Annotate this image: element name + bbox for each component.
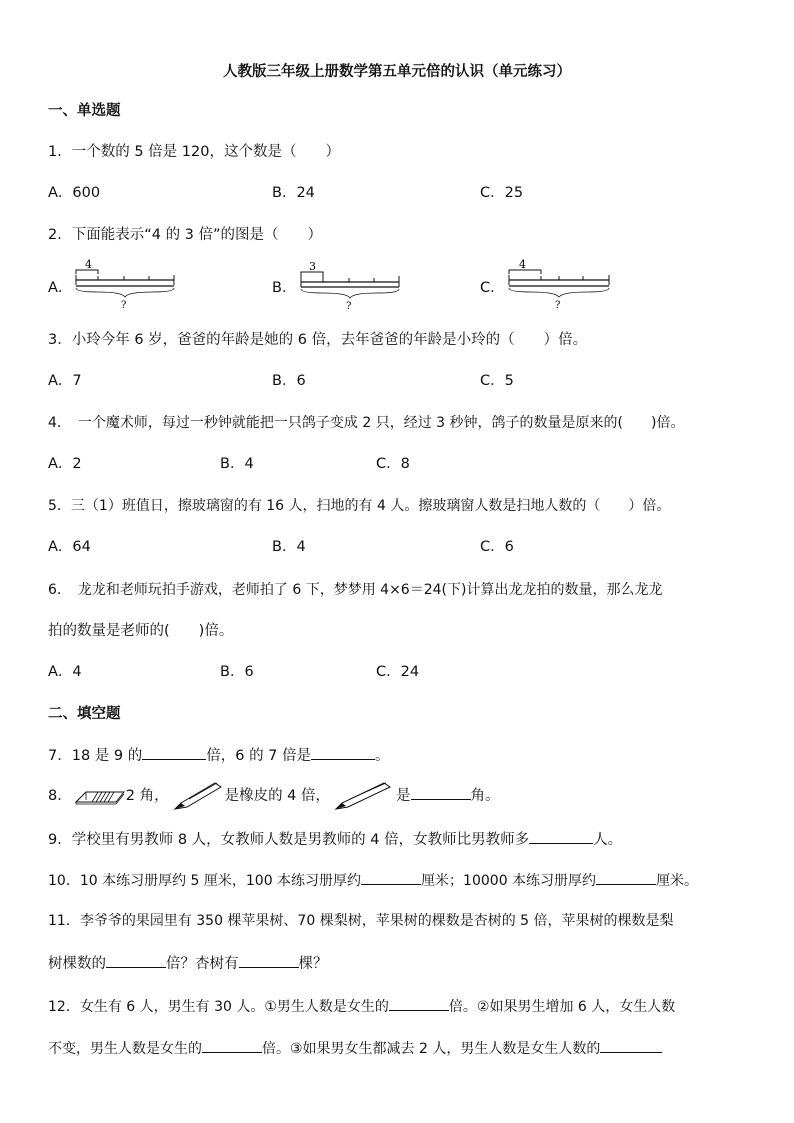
question-2: 2．下面能表示“4 的 3 倍”的图是（ ）: [48, 227, 323, 243]
q10-blank-2[interactable]: [596, 870, 656, 885]
q11-blank-1[interactable]: [106, 953, 166, 968]
question-6-line-1: 6． 龙龙和老师玩拍手游戏，老师拍了 6 下，梦梦用 4×6＝24(下)计算出龙龙拍的数量，那么龙龙: [48, 582, 663, 598]
q4-option-b: B．4: [220, 456, 254, 472]
q3-option-c: C．5: [480, 373, 514, 389]
q3-option-b: B．6: [272, 373, 306, 389]
question-11-line-1: 11．李爷爷的果园里有 350 棵苹果树、70 棵梨树，苹果树的棵数是杏树的 5 倍，苹果树的棵数是梨: [48, 913, 674, 929]
q2-diagram-b: [297, 256, 405, 312]
q7-blank-1[interactable]: [142, 745, 206, 760]
question-1: 1．一个数的 5 倍是 120，这个数是（ ）: [48, 144, 340, 160]
q6-option-b: B．6: [220, 664, 254, 680]
pen-icon: [169, 779, 225, 813]
q10-text-2: 厘米；10000 本练习册厚约: [421, 873, 597, 889]
q2-diagram-c: [505, 256, 613, 312]
q10-text-3: 厘米。: [656, 873, 699, 889]
q2-option-a: A．: [48, 280, 73, 296]
q4-option-c: C．8: [376, 456, 410, 472]
q10-blank-1[interactable]: [361, 870, 421, 885]
eraser-icon: [72, 786, 126, 806]
q8-text-5: 角。: [470, 788, 500, 804]
diagram-c-label: 4: [519, 258, 526, 271]
question-8: [48, 778, 500, 814]
question-3: 3．小玲今年 6 岁，爸爸的年龄是她的 6 倍，去年爸爸的年龄是小玲的（ ）倍。: [48, 332, 588, 348]
question-10: [48, 870, 698, 891]
section-heading-choice: 一、单选题: [48, 103, 121, 119]
question-12-line-1: [48, 996, 675, 1017]
q12-blank-3[interactable]: [600, 1038, 662, 1053]
q5-option-b: B．4: [272, 539, 306, 555]
q12-blank-1[interactable]: [389, 996, 449, 1011]
q8-text-2: 2 角，: [125, 788, 169, 804]
q9-text-1: 9．学校里有男教师 8 人，女教师人数是男教师的 4 倍，女教师比男教师多: [48, 832, 530, 848]
q8-blank[interactable]: [411, 785, 471, 800]
diagram-c-question: ?: [555, 300, 561, 311]
q4-option-a: A．2: [48, 456, 82, 472]
diagram-b-label: 3: [309, 260, 316, 273]
q7-text-2: 倍，6 的 7 倍是: [206, 748, 312, 764]
q2-option-b: B．: [272, 280, 297, 296]
q11-text-2: 树棵数的: [48, 956, 106, 972]
question-6-line-2: 拍的数量是老师的( )倍。: [48, 623, 234, 639]
q9-text-2: 人。: [593, 832, 623, 848]
q3-option-a: A．7: [48, 373, 82, 389]
q6-option-a: A．4: [48, 664, 82, 680]
q12-blank-2[interactable]: [202, 1038, 262, 1053]
question-4: 4． 一个魔术师，每过一秒钟就能把一只鸽子变成 2 只，经过 3 秒钟，鸽子的数量是原来的( )倍。: [48, 415, 685, 431]
diagram-a-question: ?: [121, 300, 127, 311]
question-5: 5．三（1）班值日，擦玻璃窗的有 16 人，扫地的有 4 人。擦玻璃窗人数是扫地人数的（ ）倍。: [48, 498, 671, 514]
page-title: 人教版三年级上册数学第五单元倍的认识（单元练习）: [223, 64, 571, 80]
q7-text-1: 7．18 是 9 的: [48, 748, 143, 764]
q9-blank[interactable]: [529, 829, 593, 844]
section-heading-fill: 二、填空题: [48, 706, 121, 722]
q1-option-a: A．600: [48, 185, 101, 201]
q11-text-3: 倍？杏树有: [166, 956, 239, 972]
q8-text-3: 是橡皮的 4 倍，: [224, 788, 331, 804]
q6-option-c: C．24: [376, 664, 420, 680]
q5-option-c: C．6: [480, 539, 514, 555]
diagram-b-question: ?: [346, 301, 352, 312]
pen-icon: [330, 779, 396, 813]
q12-text-2: 倍。②如果男生增加 6 人，女生人数: [448, 999, 676, 1015]
q7-text-3: 。: [375, 748, 390, 764]
question-7: [48, 745, 390, 766]
question-9: [48, 829, 622, 850]
q7-blank-2[interactable]: [311, 745, 375, 760]
q11-blank-2[interactable]: [239, 953, 299, 968]
question-11-line-2: [48, 953, 328, 974]
q5-option-a: A．64: [48, 539, 91, 555]
q12-text-1: 12．女生有 6 人，男生有 30 人。①男生人数是女生的: [48, 999, 389, 1015]
q12-text-4: 倍。③如果男女生都减去 2 人，男生人数是女生人数的: [262, 1041, 601, 1057]
diagram-a-label: 4: [85, 258, 92, 271]
q1-option-c: C．25: [480, 185, 524, 201]
q12-text-3: 不变，男生人数是女生的: [48, 1041, 202, 1057]
q1-option-b: B．24: [272, 185, 315, 201]
q8-text-4: 是: [396, 788, 411, 804]
q10-text-1: 10．10 本练习册厚约 5 厘米，100 本练习册厚约: [48, 873, 362, 889]
q2-diagram-a: [72, 256, 180, 312]
q11-text-4: 棵？: [298, 956, 328, 972]
q8-text-1: 8．: [48, 788, 72, 804]
question-12-line-2: [48, 1038, 662, 1059]
q2-option-c: C．: [480, 280, 505, 296]
